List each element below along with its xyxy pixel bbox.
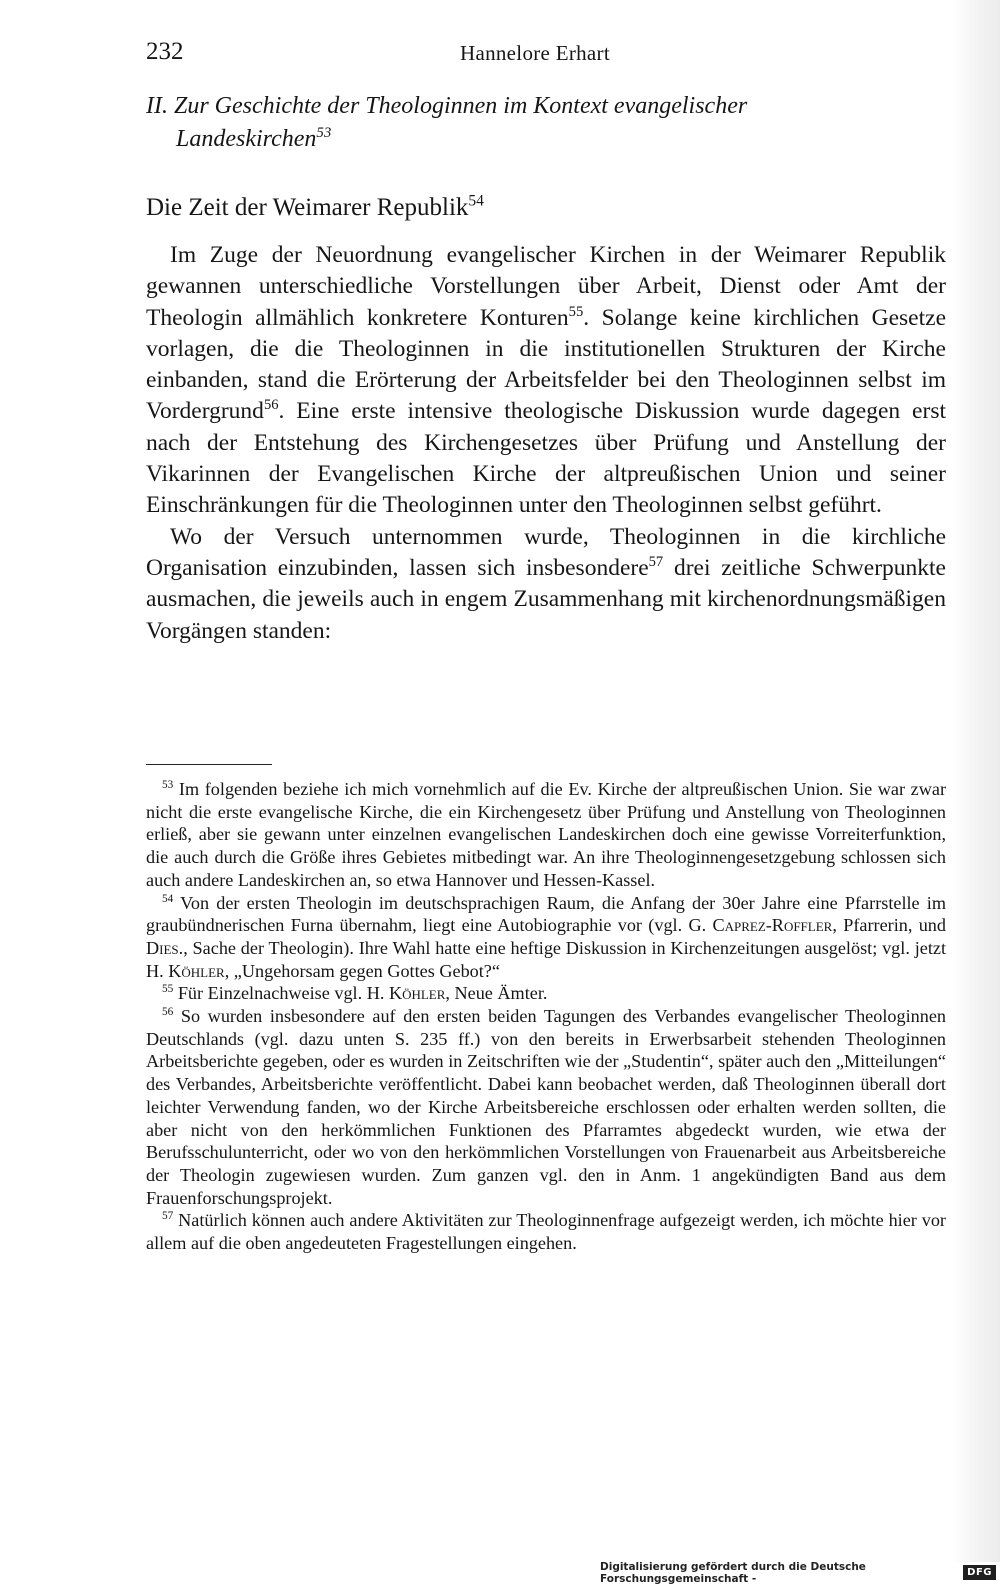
body-text [146, 240, 946, 647]
footnote-54-part-c: , Sache der Theologin). Ihre Wahl hatte eine heftige Diskussion in Kirchenzeitungen ausgelöst; vgl. jetzt H. [146, 937, 946, 981]
dfg-logo: DFG [963, 1565, 996, 1580]
footnote-54-part-a: Von der ersten Theologin im deutschsprachigen Raum, die Anfang der 30er Jahre eine Pfarrstelle im graubündnerischen Furna übernahm, liegt eine Autobiographie vor (vgl. G. [146, 892, 946, 936]
paragraph-2-part-a: Wo der Versuch unternommen wurde, Theologinnen in die kirchliche Organisation einzubinden, lassen sich insbesondere [146, 523, 946, 581]
section-heading [146, 90, 866, 156]
footnote-57 [146, 1209, 946, 1254]
footnote-56-number: 56 [162, 1005, 174, 1018]
footnote-55-author: Köhler [388, 983, 446, 1004]
paragraph-1-part-c: . Eine erste intensive theologische Diskussion wurde dagegen erst nach der Entstehung des Kirchengesetzes über Prüfung und Anstellung der Vikarinnen der Evangelischen Kirche der altpreußischen Union und seiner Einschränkungen für die Theologinnen unter den Theologinnen selbst geführt. [146, 398, 946, 519]
paragraph-1 [146, 240, 946, 522]
footnote-54-author-2: Dies. [146, 937, 184, 958]
footnote-56 [146, 1005, 946, 1209]
footnote-ref-53: 53 [316, 125, 332, 141]
section-heading-line2 [146, 123, 866, 156]
footnote-54-author-3: Köhler [168, 960, 225, 981]
footnote-ref-56: 56 [263, 397, 279, 414]
page-number: 232 [146, 38, 184, 65]
footnote-55 [146, 982, 946, 1005]
footnote-57-text: Natürlich können auch andere Aktivitäten zur Theologinnenfrage aufgezeigt werden, ich möchte hier vor allem auf die oben angedeuteten Fragestellungen eingehen. [146, 1210, 946, 1254]
paragraph-1-part-b: . Solange keine kirchlichen Gesetze vorlagen, die die Theologinnen in die institutionellen Strukturen der Kirche einbanden, stand die Erörterung der Arbeitsfelder bei den Theologinnen selbst im Vordergrund [146, 304, 946, 425]
footnote-54 [146, 892, 946, 983]
paragraph-1-part-a: Im Zuge der Neuordnung evangelischer Kirchen in der Weimarer Republik gewannen unterschiedliche Vorstellungen über Arbeit, Dienst oder Amt der Theologin allmählich konkretere Konturen [146, 242, 946, 331]
footnote-ref-54: 54 [468, 192, 484, 210]
footnote-57-number: 57 [162, 1210, 174, 1223]
footnote-55-part-a: Für Einzelnachweise vgl. H. [177, 983, 389, 1004]
footnotes [146, 778, 946, 1255]
footnote-divider [146, 764, 272, 765]
footnote-ref-55: 55 [568, 303, 584, 320]
footnote-53 [146, 778, 946, 892]
digitization-credit-bar [600, 1562, 1000, 1583]
subsection-heading [146, 194, 484, 222]
subsection-title: Die Zeit der Weimarer Republik [146, 194, 469, 221]
footnote-54-part-b: , Pfarrerin, und [832, 915, 946, 936]
page-edge-shadow [952, 0, 1000, 1583]
footnote-54-part-d: , „Ungehorsam gegen Gottes Gebot?“ [224, 960, 500, 981]
digitization-credit: Digitalisierung gefördert durch die Deutsche Forschungsgemeinschaft - [600, 1560, 866, 1585]
footnote-55-part-b: , Neue Ämter. [445, 983, 548, 1004]
footnote-55-number: 55 [162, 983, 174, 996]
footnote-ref-57: 57 [648, 554, 664, 571]
footnote-54-author-1: Caprez-Roffler [712, 915, 833, 936]
running-head: Hannelore Erhart [460, 41, 610, 65]
section-heading-line2-text: Landeskirchen [176, 126, 317, 152]
section-heading-line1: II. Zur Geschichte der Theologinnen im Kontext evangelischer [146, 93, 748, 119]
paragraph-2 [146, 522, 946, 647]
footnote-53-number: 53 [162, 778, 174, 791]
paragraph-2-part-b: drei zeitliche Schwerpunkte ausmachen, die jeweils auch in engem Zusammenhang mit kirchenordnungsmäßigen Vorgängen standen: [146, 554, 946, 644]
footnote-53-text: Im folgenden beziehe ich mich vornehmlich auf die Ev. Kirche der altpreußischen Union. Sie war zwar nicht die erste evangelische Kirche, die ein Kirchengesetz über Prüfung und Anstellung von Theologinnen erließ, aber sie gewann unter einzelnen evangelischen Landeskirchen doch eine gewisse Vorreiterfunktion, die auch durch die Größe ihres Gebietes mitbedingt war. An ihre Theologinnengesetzgebung schlossen sich auch andere Landeskirchen an, so etwa Hannover und Hessen-Kassel. [146, 779, 947, 890]
footnote-54-number: 54 [162, 892, 174, 905]
footnote-56-text: So wurden insbesondere auf den ersten beiden Tagungen des Verbandes evangelischer Theologinnen Deutschlands (vgl. dazu unten S. 235 ff.) von den bereits in Erwerbsarbeit stehenden Theologinnen Arbeitsberichte gegeben, oder es wurden in Zeitschriften wie der „Studentin“, später auch den „Mitteilungen“ des Verbandes, Arbeitsberichte veröffentlicht. Dabei kann beobachet werden, daß Theologinnen überall dort leichter Verwendung fanden, wo der Kirche Arbeitsbereiche erschlossen oder erhalten werden sollten, die aber nicht von den herkömmlichen Funktionen des Pfarramtes abgedeckt wurden, wie etwa der Berufsschulunterricht, oder wo von den herkömmlichen Vorstellungen von Frauenarbeit aus Arbeitsbereiche der Theologin zugewiesen wurden. Zum ganzen vgl. den in Anm. 1 angekündigten Band aus dem Frauenforschungsprojekt. [146, 1006, 946, 1208]
